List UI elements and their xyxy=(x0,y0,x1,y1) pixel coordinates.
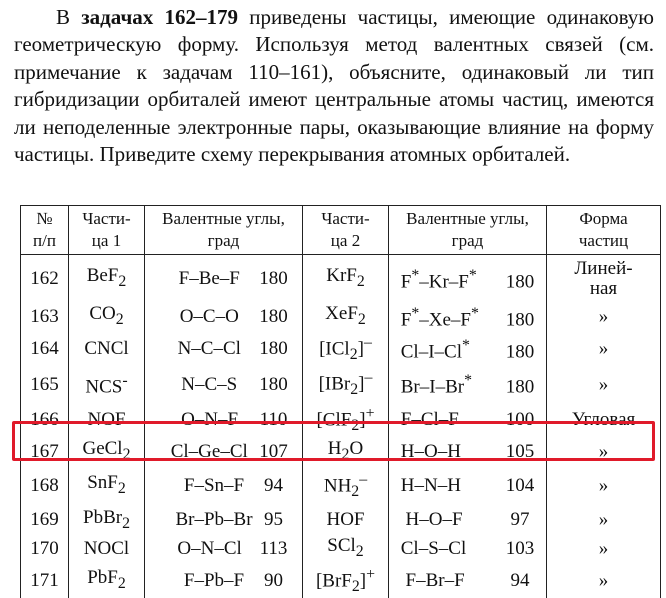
cell-particle-2: KrF$_2$ xyxy=(303,255,389,303)
cell-particle-2: $H_2O$ xyxy=(303,437,389,466)
cell-angles-2: Br–I–Br* 180 xyxy=(389,366,547,401)
cell-particle-1: NOCl xyxy=(69,534,145,563)
cell-angles-1: N–C–Cl 180 xyxy=(145,331,303,366)
header-num: № п/п xyxy=(21,206,69,255)
cell-form: » xyxy=(547,366,661,401)
cell-angles-1: O–N–F 110 xyxy=(145,402,303,437)
cell-form: » xyxy=(547,331,661,366)
table-row xyxy=(21,366,661,401)
cell-angles-1: Br–Pb–Br 95 xyxy=(145,506,303,535)
cell-angles-2: F*–Xe–F* 180 xyxy=(389,302,547,331)
cell-num: 167 xyxy=(21,437,69,466)
cell-particle-2: [ICl$_2$]– xyxy=(303,331,389,366)
cell-num: 165 xyxy=(21,366,69,401)
cell-angles-2: Cl–I–Cl* 180 xyxy=(389,331,547,366)
cell-num: 168 xyxy=(21,466,69,506)
header-form: Форма частиц xyxy=(547,206,661,255)
cell-particle-1: $CO_2$ xyxy=(69,302,145,331)
cell-form: » xyxy=(547,466,661,506)
intro-task-range: задачах 162–179 xyxy=(81,5,239,29)
cell-angles-2: F*–Kr–F* 180 xyxy=(389,255,547,303)
intro-prefix: В xyxy=(56,5,82,29)
cell-particle-1: SnF$_2$ xyxy=(69,466,145,506)
cell-form: » xyxy=(547,437,661,466)
cell-angles-2: H–O–F 97 xyxy=(389,506,547,535)
particles-table xyxy=(20,205,661,598)
cell-form: » xyxy=(547,534,661,563)
cell-angles-2: H–O–H 105 xyxy=(389,437,547,466)
cell-num: 162 xyxy=(21,255,69,303)
cell-angles-1: F–Sn–F 94 xyxy=(145,466,303,506)
cell-angles-1: Cl–Ge–Cl 107 xyxy=(145,437,303,466)
table-header-row xyxy=(21,206,661,255)
cell-particle-1: NCS- xyxy=(69,366,145,401)
table-row xyxy=(21,534,661,563)
cell-num: 170 xyxy=(21,534,69,563)
header-angles-2: Валентные углы, град xyxy=(389,206,547,255)
cell-particle-2: XeF$_2$ xyxy=(303,302,389,331)
header-particle-2: Части-ца 2 xyxy=(303,206,389,255)
cell-angles-2: Cl–S–Cl 103 xyxy=(389,534,547,563)
cell-particle-2: SCl$_2$ xyxy=(303,534,389,563)
intro-text: приведены частицы, имеющие одинаковую геометрическую форму. Используя метод валентных связей (см. примечание к задачам 110–161), объясните, одинаковый ли тип гибридизации орбиталей имеют центральные атомы частиц, имеются ли неподеленные электронные пары, оказывающие влияние на форму частицы. Приведите схему перекрывания атомных орбиталей. xyxy=(14,5,654,167)
cell-particle-1: CNCl xyxy=(69,331,145,366)
table-row xyxy=(21,506,661,535)
table-row xyxy=(21,302,661,331)
cell-particle-1: BeF$_2$ xyxy=(69,255,145,303)
header-angles-1: Валентные углы, град xyxy=(145,206,303,255)
cell-form: » xyxy=(547,563,661,598)
cell-angles-2: F–Cl–F 100 xyxy=(389,402,547,437)
cell-form: Линей- ная xyxy=(547,255,661,303)
cell-angles-2: F–Br–F 94 xyxy=(389,563,547,598)
cell-angles-2: H–N–H 104 xyxy=(389,466,547,506)
table-row xyxy=(21,563,661,598)
table-row xyxy=(21,331,661,366)
cell-num: 163 xyxy=(21,302,69,331)
cell-angles-1: F–Be–F 180 xyxy=(145,255,303,303)
cell-form: » xyxy=(547,506,661,535)
cell-angles-1: N–C–S 180 xyxy=(145,366,303,401)
cell-num: 164 xyxy=(21,331,69,366)
cell-num: 171 xyxy=(21,563,69,598)
cell-angles-1: O–C–O 180 xyxy=(145,302,303,331)
table-row xyxy=(21,255,661,303)
cell-particle-1: PbF$_2$ xyxy=(69,563,145,598)
cell-num: 166 xyxy=(21,402,69,437)
cell-particle-2: [BrF$_2$]+ xyxy=(303,563,389,598)
cell-particle-2: [ClF$_2$]+ xyxy=(303,402,389,437)
cell-angles-1: O–N–Cl 113 xyxy=(145,534,303,563)
intro-paragraph xyxy=(14,4,654,168)
cell-particle-1: PbBr$_2$ xyxy=(69,506,145,535)
header-particle-1: Части-ца 1 xyxy=(69,206,145,255)
cell-form: Угловая xyxy=(547,402,661,437)
cell-angles-1: F–Pb–F 90 xyxy=(145,563,303,598)
cell-particle-1: GeCl$_2$ xyxy=(69,437,145,466)
highlight-box-row-168 xyxy=(12,421,655,461)
cell-particle-2: [IBr$_2$]– xyxy=(303,366,389,401)
cell-form: » xyxy=(547,302,661,331)
cell-num: 169 xyxy=(21,506,69,535)
cell-particle-2: $NH_2^-$ xyxy=(303,466,389,506)
cell-particle-2: HOF xyxy=(303,506,389,535)
table-row xyxy=(21,466,661,506)
cell-particle-1: NOF xyxy=(69,402,145,437)
